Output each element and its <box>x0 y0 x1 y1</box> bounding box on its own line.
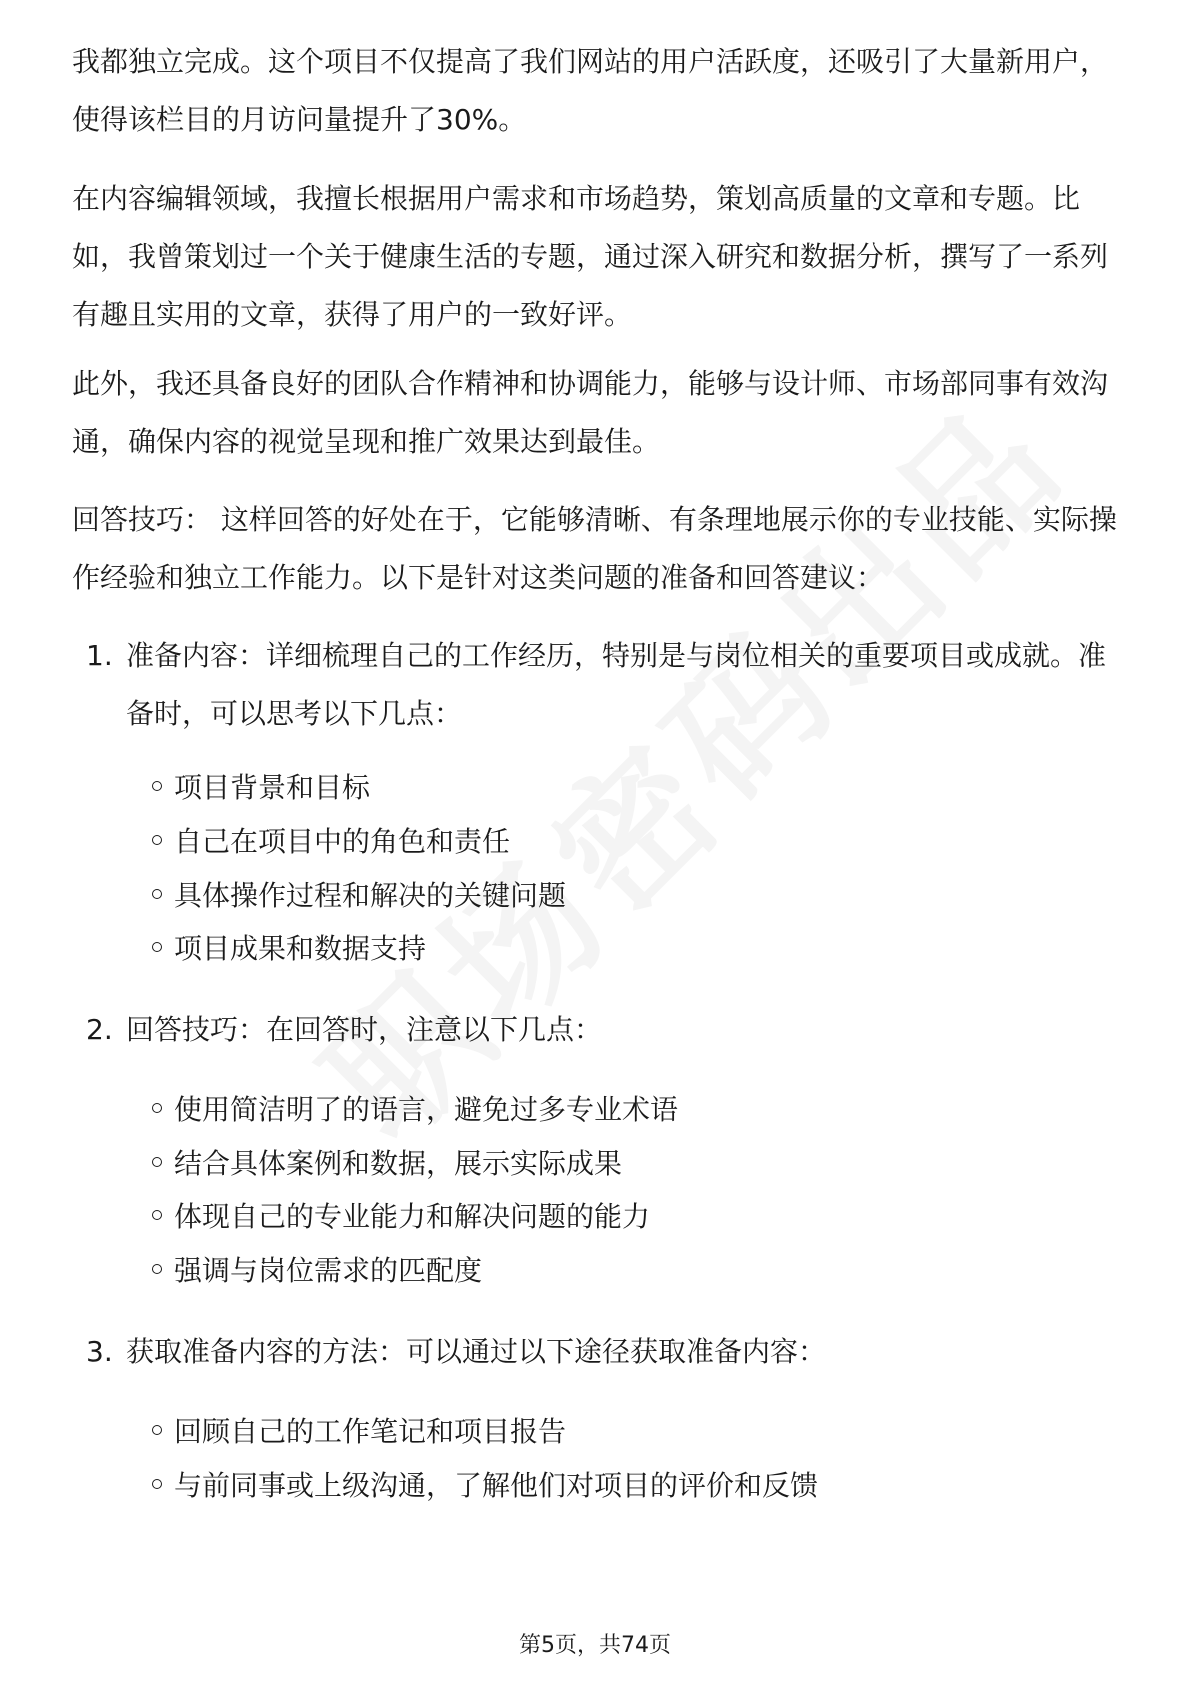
sub-list-item-text: 项目成果和数据支持 <box>174 932 427 965</box>
sub-list-item-text: 强调与岗位需求的匹配度 <box>174 1254 483 1287</box>
sub-list-item <box>152 1457 1132 1515</box>
sub-list-item <box>152 759 1132 817</box>
sub-list-item <box>152 1188 1132 1246</box>
circle-bullet-icon <box>152 889 162 899</box>
circle-bullet-icon <box>152 1264 162 1274</box>
paragraph-content-editing: 在内容编辑领域，我擅长根据用户需求和市场趋势，策划高质量的文章和专题。比如，我曾策划过一个关于健康生活的专题，通过深入研究和数据分析，撰写了一系列有趣且实用的文章，获得了用户的一致好评。 <box>72 182 1109 331</box>
circle-bullet-icon <box>152 1210 162 1220</box>
sub-list-item-text: 自己在项目中的角色和责任 <box>174 825 511 858</box>
sub-list-item <box>152 1081 1132 1139</box>
sub-list-item-text: 与前同事或上级沟通，了解他们对项目的评价和反馈 <box>174 1469 819 1502</box>
page-footer: 第5页，共74页 <box>519 1633 671 1658</box>
paragraph-answer-tips: 回答技巧： 这样回答的好处在于，它能够清晰、有条理地展示你的专业技能、实际操作经验和独立工作能力。以下是针对这类问题的准备和回答建议： <box>72 503 1117 594</box>
sub-list-item <box>152 813 1132 871</box>
sub-list-item-text: 结合具体案例和数据，展示实际成果 <box>174 1147 623 1180</box>
circle-bullet-icon <box>152 1103 162 1113</box>
list-item-text: 准备内容：详细梳理自己的工作经历，特别是与岗位相关的重要项目或成就。准备时，可以思考以下几点： <box>126 639 1107 730</box>
list-item-text: 回答技巧：在回答时，注意以下几点： <box>126 1013 603 1046</box>
sub-list-item-text: 回顾自己的工作笔记和项目报告 <box>174 1415 567 1448</box>
circle-bullet-icon <box>152 781 162 791</box>
paragraph-teamwork: 此外，我还具备良好的团队合作精神和协调能力，能够与设计师、市场部同事有效沟通，确保内容的视觉呈现和推广效果达到最佳。 <box>72 367 1109 458</box>
paragraph-project-result: 我都独立完成。这个项目不仅提高了我们网站的用户活跃度，还吸引了大量新用户，使得该栏目的月访问量提升了30%。 <box>72 45 1109 136</box>
circle-bullet-icon <box>152 1157 162 1167</box>
circle-bullet-icon <box>152 942 162 952</box>
list-number: 3. <box>86 1335 113 1368</box>
list-number: 2. <box>86 1013 113 1046</box>
list-item-text: 获取准备内容的方法：可以通过以下途径获取准备内容： <box>126 1335 827 1368</box>
sub-list-item-text: 使用简洁明了的语言，避免过多专业术语 <box>174 1093 679 1126</box>
sub-list-item <box>152 1403 1132 1461</box>
sub-list-item <box>152 920 1132 978</box>
list-number: 1. <box>86 639 113 672</box>
circle-bullet-icon <box>152 1479 162 1489</box>
circle-bullet-icon <box>152 1425 162 1435</box>
sub-list-item <box>152 1242 1132 1300</box>
sub-list-item-text: 项目背景和目标 <box>174 771 371 804</box>
sub-list-item-text: 具体操作过程和解决的关键问题 <box>174 879 567 912</box>
sub-list-item-text: 体现自己的专业能力和解决问题的能力 <box>174 1200 651 1233</box>
circle-bullet-icon <box>152 835 162 845</box>
sub-list-item <box>152 867 1132 925</box>
sub-list-item <box>152 1135 1132 1193</box>
